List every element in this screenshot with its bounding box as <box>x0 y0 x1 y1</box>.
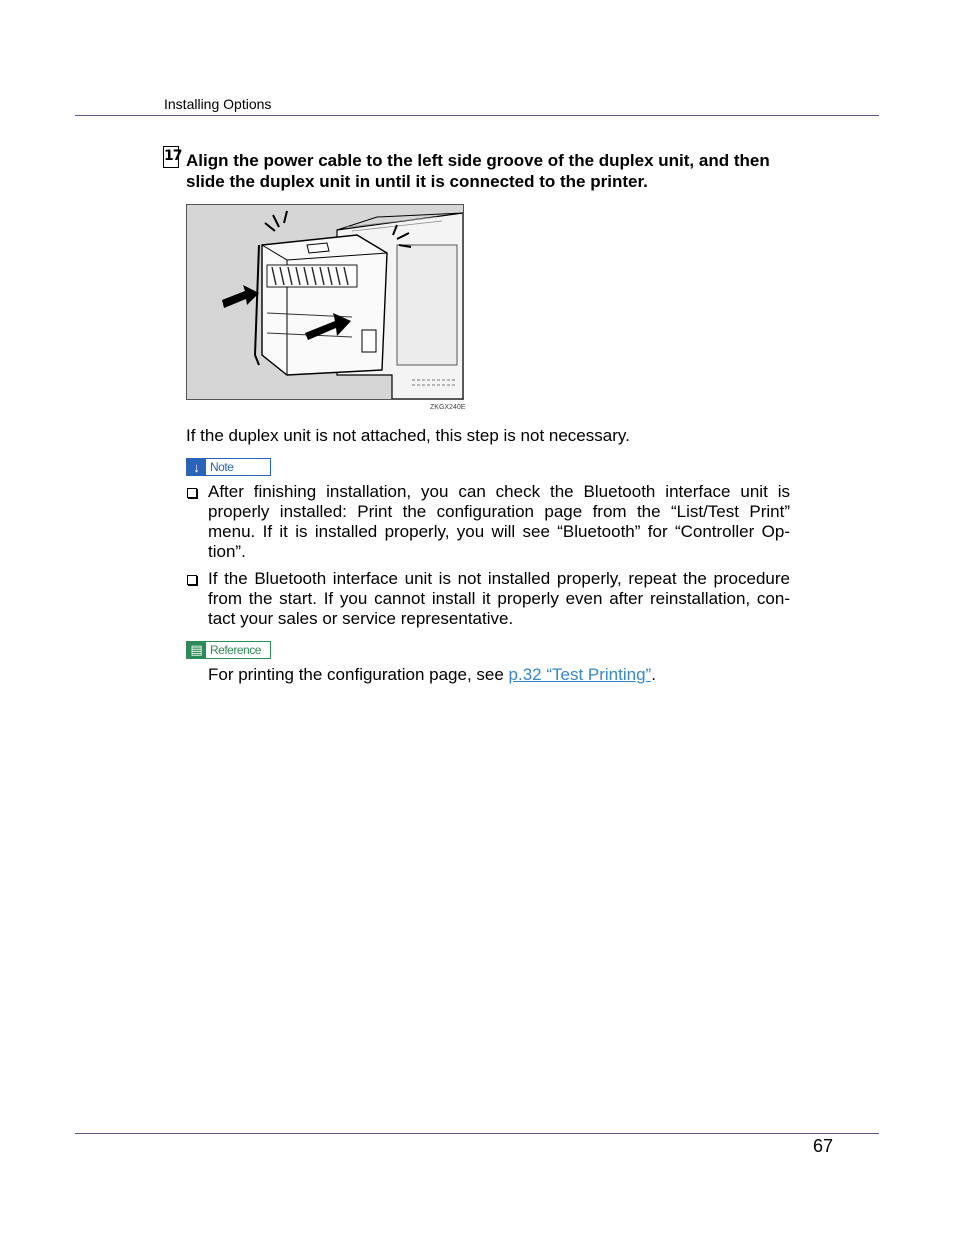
checkbox-bullet-icon <box>187 575 197 585</box>
reference-text-before: For printing the configuration page, see <box>208 665 509 684</box>
running-header: Installing Options <box>164 96 272 112</box>
checkbox-bullet-icon <box>187 488 197 498</box>
reference-badge <box>186 641 271 659</box>
footer-divider <box>75 1133 879 1134</box>
header-divider <box>75 115 879 116</box>
reference-text-after: . <box>651 665 656 684</box>
page-number: 67 <box>813 1136 834 1156</box>
duplex-unit-illustration <box>186 204 464 400</box>
arrow-down-icon: ↓ <box>187 459 206 475</box>
reference-label: Reference <box>210 643 261 657</box>
note-label: Note <box>210 460 234 474</box>
note-item: If the Bluetooth interface unit is not installed properly, repeat the procedure from the start. If you cannot install it properly even after reinstallation, con-tact your sales or service representative. <box>208 569 790 628</box>
condition-text: If the duplex unit is not attached, this step is not necessary. <box>186 426 630 445</box>
book-icon: ▤ <box>187 642 206 658</box>
reference-text <box>208 665 656 685</box>
figure-code: ZKGX240E <box>430 404 466 411</box>
note-badge <box>186 458 271 476</box>
step-number-icon: 17 <box>163 146 179 168</box>
test-printing-link[interactable]: p.32 “Test Printing” <box>508 665 652 684</box>
note-item: After finishing installation, you can check the Bluetooth interface unit is properly installed: Print the configuration page from the “List/Test Print” menu. If it is installed properly, you will see “Bluetooth” for “Controller Op-tion”. <box>208 482 790 561</box>
step-instruction: Align the power cable to the left side groove of the duplex unit, and then slide the duplex unit in until it is connected to the printer. <box>186 151 770 191</box>
printer-duplex-drawing <box>187 205 463 399</box>
